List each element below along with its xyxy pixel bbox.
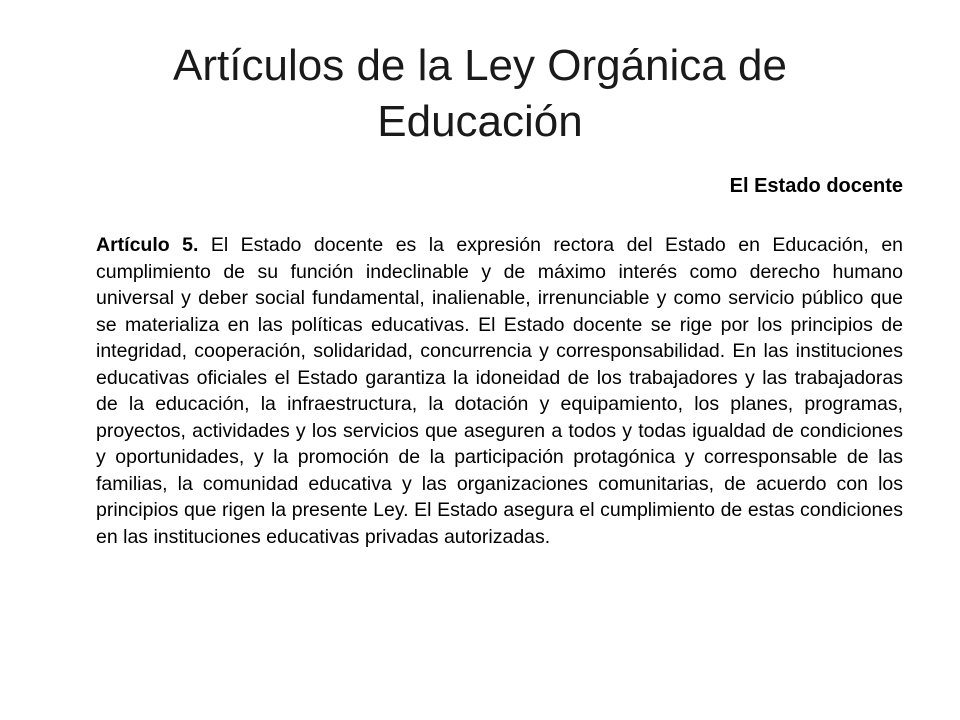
slide-title: Artículos de la Ley Orgánica de Educación <box>173 41 787 146</box>
article-label: Artículo 5. <box>96 234 199 256</box>
article-body: El Estado docente es la expresión rectora del Estado en Educación, en cumplimiento de su función indeclinable y de máximo interés como derecho humano universal y deber social fundamental, inalienable, irrenunciable y como servicio público que se materializa en las políticas educativas. El Estado docente se rige por los principios de integridad, cooperación, solidaridad, concurrencia y corresponsabilidad. En las instituciones educativas oficiales el Estado garantiza la idoneidad de los trabajadores y las trabajadoras de la educación, la infraestructura, la dotación y equipamiento, los planes, programas, proyectos, actividades y los servicios que aseguren a todos y todas igualdad de condiciones y oportunidades, y la promoción de la participación protagónica y corresponsable de las familias, la comunidad educativa y las organizaciones comunitarias, de acuerdo con los principios que rigen la presente Ley. El Estado asegura el cumplimiento de estas condiciones en las instituciones educativas privadas autorizadas. <box>96 234 904 548</box>
section-subtitle: El Estado docente <box>729 175 903 197</box>
article-paragraph <box>96 232 903 550</box>
